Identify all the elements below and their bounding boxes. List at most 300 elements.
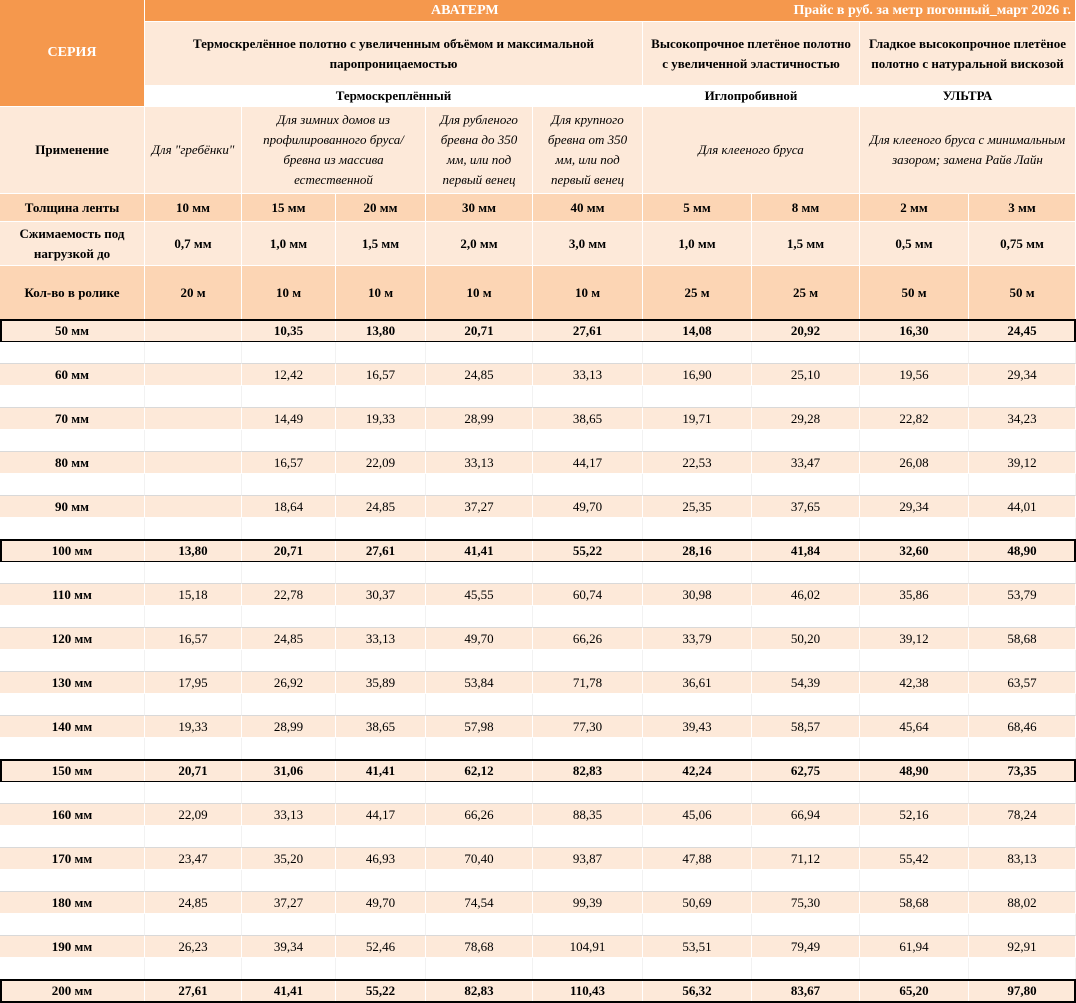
- spacer-cell: [752, 694, 860, 716]
- spacer-cell: [145, 342, 242, 364]
- price-cell: 14,49: [242, 408, 336, 430]
- price-cell: [145, 452, 242, 474]
- price-cell: 39,34: [242, 936, 336, 958]
- spec-value: 0,75 мм: [969, 222, 1076, 266]
- price-cell: 46,93: [336, 848, 426, 870]
- spacer-cell: [0, 914, 145, 936]
- spec-value: 10 м: [533, 266, 643, 320]
- price-cell: 20,71: [145, 760, 242, 782]
- spec-value: 20 мм: [336, 194, 426, 222]
- price-cell: 38,65: [336, 716, 426, 738]
- spacer-cell: [533, 518, 643, 540]
- spec-value: 1,5 мм: [752, 222, 860, 266]
- price-cell: 78,68: [426, 936, 533, 958]
- application-big-log: Для крупного бревна от 350 мм, или под первый венец: [533, 107, 643, 194]
- price-cell: 79,49: [752, 936, 860, 958]
- spacer-cell: [533, 650, 643, 672]
- spacer-cell: [0, 606, 145, 628]
- price-cell: 56,32: [643, 980, 752, 1002]
- spacer-cell: [643, 606, 752, 628]
- series-label: СЕРИЯ: [0, 0, 145, 107]
- spacer-cell: [533, 694, 643, 716]
- price-cell: 66,94: [752, 804, 860, 826]
- spacer-cell: [533, 386, 643, 408]
- spacer-cell: [336, 650, 426, 672]
- group-title-needle: Высокопрочное плетёное полотно с увеличенной эластичностью: [643, 22, 860, 86]
- price-cell: 25,35: [643, 496, 752, 518]
- price-cell: 13,80: [145, 540, 242, 562]
- price-cell: 26,08: [860, 452, 969, 474]
- price-cell: 83,13: [969, 848, 1076, 870]
- spec-value: 3,0 мм: [533, 222, 643, 266]
- spacer-cell: [145, 386, 242, 408]
- price-cell: 44,17: [336, 804, 426, 826]
- spacer-cell: [969, 430, 1076, 452]
- price-cell: 16,57: [336, 364, 426, 386]
- spec-value: 25 м: [643, 266, 752, 320]
- spacer-cell: [752, 562, 860, 584]
- spacer-cell: [242, 606, 336, 628]
- spacer-cell: [0, 474, 145, 496]
- spacer-cell: [969, 342, 1076, 364]
- spacer-cell: [969, 782, 1076, 804]
- spacer-cell: [752, 914, 860, 936]
- price-row-label: 160 мм: [0, 804, 145, 826]
- spacer-cell: [242, 430, 336, 452]
- price-cell: 92,91: [969, 936, 1076, 958]
- spacer-cell: [533, 826, 643, 848]
- price-cell: 49,70: [533, 496, 643, 518]
- price-cell: 36,61: [643, 672, 752, 694]
- price-cell: 41,41: [336, 760, 426, 782]
- spacer-cell: [0, 870, 145, 892]
- spacer-cell: [969, 914, 1076, 936]
- price-cell: 45,06: [643, 804, 752, 826]
- spacer-cell: [145, 650, 242, 672]
- price-cell: 60,74: [533, 584, 643, 606]
- spacer-cell: [643, 650, 752, 672]
- spec-value: 8 мм: [752, 194, 860, 222]
- price-cell: 26,23: [145, 936, 242, 958]
- price-cell: 54,39: [752, 672, 860, 694]
- price-cell: 73,35: [969, 760, 1076, 782]
- price-cell: 42,38: [860, 672, 969, 694]
- spacer-cell: [643, 474, 752, 496]
- spacer-cell: [533, 606, 643, 628]
- price-cell: 41,41: [426, 540, 533, 562]
- price-cell: 88,02: [969, 892, 1076, 914]
- price-cell: 74,54: [426, 892, 533, 914]
- price-cell: 34,23: [969, 408, 1076, 430]
- price-cell: 53,84: [426, 672, 533, 694]
- price-cell: 68,46: [969, 716, 1076, 738]
- spacer-cell: [145, 870, 242, 892]
- price-cell: 20,71: [426, 320, 533, 342]
- spacer-cell: [426, 474, 533, 496]
- spacer-cell: [860, 870, 969, 892]
- spacer-cell: [336, 914, 426, 936]
- price-cell: 58,68: [860, 892, 969, 914]
- brand-title: [145, 0, 1076, 22]
- price-cell: 18,64: [242, 496, 336, 518]
- spacer-cell: [860, 914, 969, 936]
- spacer-cell: [336, 694, 426, 716]
- spacer-cell: [426, 914, 533, 936]
- price-cell: 28,99: [426, 408, 533, 430]
- spec-value: 3 мм: [969, 194, 1076, 222]
- spacer-cell: [533, 430, 643, 452]
- price-cell: 58,57: [752, 716, 860, 738]
- spacer-cell: [145, 430, 242, 452]
- price-cell: 37,27: [426, 496, 533, 518]
- spacer-cell: [426, 694, 533, 716]
- price-cell: 55,22: [533, 540, 643, 562]
- spacer-cell: [242, 914, 336, 936]
- spacer-cell: [0, 650, 145, 672]
- price-cell: 24,85: [336, 496, 426, 518]
- price-cell: 93,87: [533, 848, 643, 870]
- price-cell: 49,70: [426, 628, 533, 650]
- price-row-label: 50 мм: [0, 320, 145, 342]
- spacer-cell: [426, 870, 533, 892]
- price-cell: 48,90: [860, 760, 969, 782]
- price-cell: 29,28: [752, 408, 860, 430]
- spacer-cell: [533, 342, 643, 364]
- price-cell: 28,16: [643, 540, 752, 562]
- group-type-needle: Иглопробивной: [643, 86, 860, 107]
- spacer-cell: [336, 430, 426, 452]
- spacer-cell: [860, 606, 969, 628]
- spacer-cell: [145, 958, 242, 980]
- spacer-cell: [426, 606, 533, 628]
- price-cell: 33,13: [426, 452, 533, 474]
- spacer-cell: [752, 518, 860, 540]
- spacer-cell: [0, 518, 145, 540]
- price-cell: 55,22: [336, 980, 426, 1002]
- price-cell: 53,79: [969, 584, 1076, 606]
- spacer-cell: [643, 914, 752, 936]
- price-row-label: 110 мм: [0, 584, 145, 606]
- price-row-label: 150 мм: [0, 760, 145, 782]
- price-cell: 24,85: [426, 364, 533, 386]
- spacer-cell: [969, 518, 1076, 540]
- spacer-cell: [336, 518, 426, 540]
- brand-name: АВАТЕРМ: [431, 2, 499, 18]
- spacer-cell: [145, 738, 242, 760]
- spacer-cell: [969, 474, 1076, 496]
- spacer-cell: [426, 738, 533, 760]
- price-cell: 29,34: [969, 364, 1076, 386]
- price-cell: 33,13: [242, 804, 336, 826]
- price-cell: 14,08: [643, 320, 752, 342]
- spacer-cell: [336, 782, 426, 804]
- spacer-cell: [969, 738, 1076, 760]
- spacer-cell: [0, 782, 145, 804]
- price-row-label: 70 мм: [0, 408, 145, 430]
- spacer-cell: [426, 386, 533, 408]
- price-row-label: 200 мм: [0, 980, 145, 1002]
- spacer-cell: [860, 694, 969, 716]
- price-cell: 37,27: [242, 892, 336, 914]
- price-cell: 20,92: [752, 320, 860, 342]
- price-cell: 45,64: [860, 716, 969, 738]
- price-cell: 35,20: [242, 848, 336, 870]
- spacer-cell: [643, 342, 752, 364]
- price-row-label: 190 мм: [0, 936, 145, 958]
- price-cell: 52,46: [336, 936, 426, 958]
- spec-value: 50 м: [969, 266, 1076, 320]
- spacer-cell: [242, 650, 336, 672]
- price-cell: [145, 496, 242, 518]
- spacer-cell: [643, 694, 752, 716]
- spacer-cell: [969, 606, 1076, 628]
- spacer-cell: [752, 430, 860, 452]
- spacer-cell: [426, 782, 533, 804]
- spacer-cell: [0, 958, 145, 980]
- spacer-cell: [752, 342, 860, 364]
- price-cell: 50,69: [643, 892, 752, 914]
- price-cell: 37,65: [752, 496, 860, 518]
- spec-value: 20 м: [145, 266, 242, 320]
- price-cell: 38,65: [533, 408, 643, 430]
- price-cell: 22,53: [643, 452, 752, 474]
- spacer-cell: [752, 738, 860, 760]
- application-winter-houses: Для зимних домов из профилированного бруса/бревна из массива естественной: [242, 107, 426, 194]
- spacer-cell: [336, 342, 426, 364]
- group-title-thermo: Термоскрелённое полотно с увеличенным объёмом и максимальной паропроницаемостью: [145, 22, 643, 86]
- spacer-cell: [533, 958, 643, 980]
- spec-value: 30 мм: [426, 194, 533, 222]
- price-cell: 55,42: [860, 848, 969, 870]
- spacer-cell: [860, 518, 969, 540]
- price-cell: 24,45: [969, 320, 1076, 342]
- spec-value: 1,5 мм: [336, 222, 426, 266]
- price-cell: 58,68: [969, 628, 1076, 650]
- spacer-cell: [426, 518, 533, 540]
- spacer-cell: [145, 518, 242, 540]
- application-glued-beam-min-gap: Для клееного бруса с минимальным зазором; замена Райв Лайн: [860, 107, 1076, 194]
- price-cell: 49,70: [336, 892, 426, 914]
- spacer-cell: [336, 562, 426, 584]
- spacer-cell: [242, 386, 336, 408]
- spacer-cell: [969, 650, 1076, 672]
- spacer-cell: [426, 562, 533, 584]
- spacer-cell: [752, 870, 860, 892]
- application-label: Применение: [0, 107, 145, 194]
- spacer-cell: [426, 650, 533, 672]
- spec-value: 25 м: [752, 266, 860, 320]
- price-cell: 29,34: [860, 496, 969, 518]
- spacer-cell: [533, 914, 643, 936]
- price-cell: 35,86: [860, 584, 969, 606]
- spacer-cell: [752, 650, 860, 672]
- spacer-cell: [336, 606, 426, 628]
- spacer-cell: [336, 958, 426, 980]
- price-cell: 30,98: [643, 584, 752, 606]
- price-cell: 33,47: [752, 452, 860, 474]
- spacer-cell: [242, 870, 336, 892]
- price-cell: 22,78: [242, 584, 336, 606]
- price-cell: 110,43: [533, 980, 643, 1002]
- application-comb: Для "гребёнки": [145, 107, 242, 194]
- spacer-cell: [643, 386, 752, 408]
- price-row-label: 140 мм: [0, 716, 145, 738]
- spec-value: 50 м: [860, 266, 969, 320]
- group-type-thermo: Термоскреплённый: [145, 86, 643, 107]
- group-type-ultra: УЛЬТРА: [860, 86, 1076, 107]
- spec-value: 15 мм: [242, 194, 336, 222]
- spacer-cell: [643, 958, 752, 980]
- spacer-cell: [860, 738, 969, 760]
- price-cell: 65,20: [860, 980, 969, 1002]
- application-glued-beam: Для клееного бруса: [643, 107, 860, 194]
- price-cell: 45,55: [426, 584, 533, 606]
- spacer-cell: [860, 562, 969, 584]
- price-cell: 39,43: [643, 716, 752, 738]
- price-cell: 71,78: [533, 672, 643, 694]
- price-cell: 13,80: [336, 320, 426, 342]
- spacer-cell: [533, 782, 643, 804]
- spacer-cell: [0, 562, 145, 584]
- price-cell: 88,35: [533, 804, 643, 826]
- price-cell: 16,57: [145, 628, 242, 650]
- price-note: Прайс в руб. за метр погонный_март 2026 г.: [793, 2, 1071, 18]
- spacer-cell: [426, 826, 533, 848]
- spec-label: Толщина ленты: [0, 194, 145, 222]
- price-cell: 70,40: [426, 848, 533, 870]
- spacer-cell: [533, 738, 643, 760]
- price-cell: 24,85: [145, 892, 242, 914]
- price-cell: 15,18: [145, 584, 242, 606]
- spacer-cell: [969, 694, 1076, 716]
- spacer-cell: [145, 914, 242, 936]
- spacer-cell: [752, 958, 860, 980]
- price-cell: 75,30: [752, 892, 860, 914]
- price-cell: 12,42: [242, 364, 336, 386]
- spacer-cell: [0, 738, 145, 760]
- price-cell: 62,12: [426, 760, 533, 782]
- spacer-cell: [752, 782, 860, 804]
- price-cell: 61,94: [860, 936, 969, 958]
- spacer-cell: [336, 826, 426, 848]
- spacer-cell: [336, 386, 426, 408]
- spacer-cell: [533, 562, 643, 584]
- price-cell: 33,79: [643, 628, 752, 650]
- price-cell: 39,12: [860, 628, 969, 650]
- group-title-ultra: Гладкое высокопрочное плетёное полотно с натуральной вискозой: [860, 22, 1076, 86]
- spacer-cell: [860, 430, 969, 452]
- spacer-cell: [752, 606, 860, 628]
- price-row-label: 60 мм: [0, 364, 145, 386]
- price-cell: 41,41: [242, 980, 336, 1002]
- price-cell: 27,61: [145, 980, 242, 1002]
- price-cell: 39,12: [969, 452, 1076, 474]
- spec-value: 10 мм: [145, 194, 242, 222]
- spacer-cell: [969, 958, 1076, 980]
- price-cell: 63,57: [969, 672, 1076, 694]
- spacer-cell: [752, 826, 860, 848]
- spacer-cell: [860, 650, 969, 672]
- spec-value: 40 мм: [533, 194, 643, 222]
- price-row-label: 170 мм: [0, 848, 145, 870]
- spacer-cell: [643, 430, 752, 452]
- spacer-cell: [145, 694, 242, 716]
- spacer-cell: [643, 518, 752, 540]
- price-cell: 33,13: [533, 364, 643, 386]
- spec-value: 10 м: [242, 266, 336, 320]
- spacer-cell: [752, 474, 860, 496]
- spacer-cell: [860, 386, 969, 408]
- price-cell: 83,67: [752, 980, 860, 1002]
- spacer-cell: [533, 474, 643, 496]
- spec-value: 1,0 мм: [242, 222, 336, 266]
- price-cell: 16,90: [643, 364, 752, 386]
- price-row-label: 100 мм: [0, 540, 145, 562]
- spacer-cell: [533, 870, 643, 892]
- spacer-cell: [860, 474, 969, 496]
- price-cell: 50,20: [752, 628, 860, 650]
- spacer-cell: [860, 782, 969, 804]
- price-cell: 26,92: [242, 672, 336, 694]
- spacer-cell: [969, 562, 1076, 584]
- price-cell: 19,33: [145, 716, 242, 738]
- spec-value: 2 мм: [860, 194, 969, 222]
- price-cell: 44,17: [533, 452, 643, 474]
- spec-label: Кол-во в ролике: [0, 266, 145, 320]
- spec-value: 10 м: [336, 266, 426, 320]
- price-cell: 16,57: [242, 452, 336, 474]
- spacer-cell: [643, 738, 752, 760]
- price-cell: 97,80: [969, 980, 1076, 1002]
- price-cell: 22,09: [336, 452, 426, 474]
- spacer-cell: [969, 386, 1076, 408]
- spacer-cell: [145, 562, 242, 584]
- price-cell: 20,71: [242, 540, 336, 562]
- spec-value: 0,7 мм: [145, 222, 242, 266]
- price-cell: 57,98: [426, 716, 533, 738]
- spacer-cell: [643, 826, 752, 848]
- spacer-cell: [242, 826, 336, 848]
- price-cell: 41,84: [752, 540, 860, 562]
- spacer-cell: [242, 694, 336, 716]
- spacer-cell: [643, 870, 752, 892]
- price-cell: 27,61: [336, 540, 426, 562]
- application-log-350: Для рубленого бревна до 350 мм, или под первый венец: [426, 107, 533, 194]
- spacer-cell: [242, 958, 336, 980]
- price-cell: 52,16: [860, 804, 969, 826]
- price-cell: 19,56: [860, 364, 969, 386]
- price-cell: 82,83: [533, 760, 643, 782]
- spacer-cell: [145, 826, 242, 848]
- spacer-cell: [242, 782, 336, 804]
- price-cell: 99,39: [533, 892, 643, 914]
- spec-label: Сжимаемость под нагрузкой до: [0, 222, 145, 266]
- spacer-cell: [242, 562, 336, 584]
- price-cell: 17,95: [145, 672, 242, 694]
- price-cell: [145, 408, 242, 430]
- spacer-cell: [752, 386, 860, 408]
- spacer-cell: [0, 694, 145, 716]
- spacer-cell: [0, 826, 145, 848]
- price-cell: 104,91: [533, 936, 643, 958]
- price-cell: 33,13: [336, 628, 426, 650]
- spacer-cell: [426, 342, 533, 364]
- price-cell: [145, 364, 242, 386]
- spacer-cell: [969, 826, 1076, 848]
- spacer-cell: [336, 474, 426, 496]
- spacer-cell: [426, 958, 533, 980]
- price-cell: 77,30: [533, 716, 643, 738]
